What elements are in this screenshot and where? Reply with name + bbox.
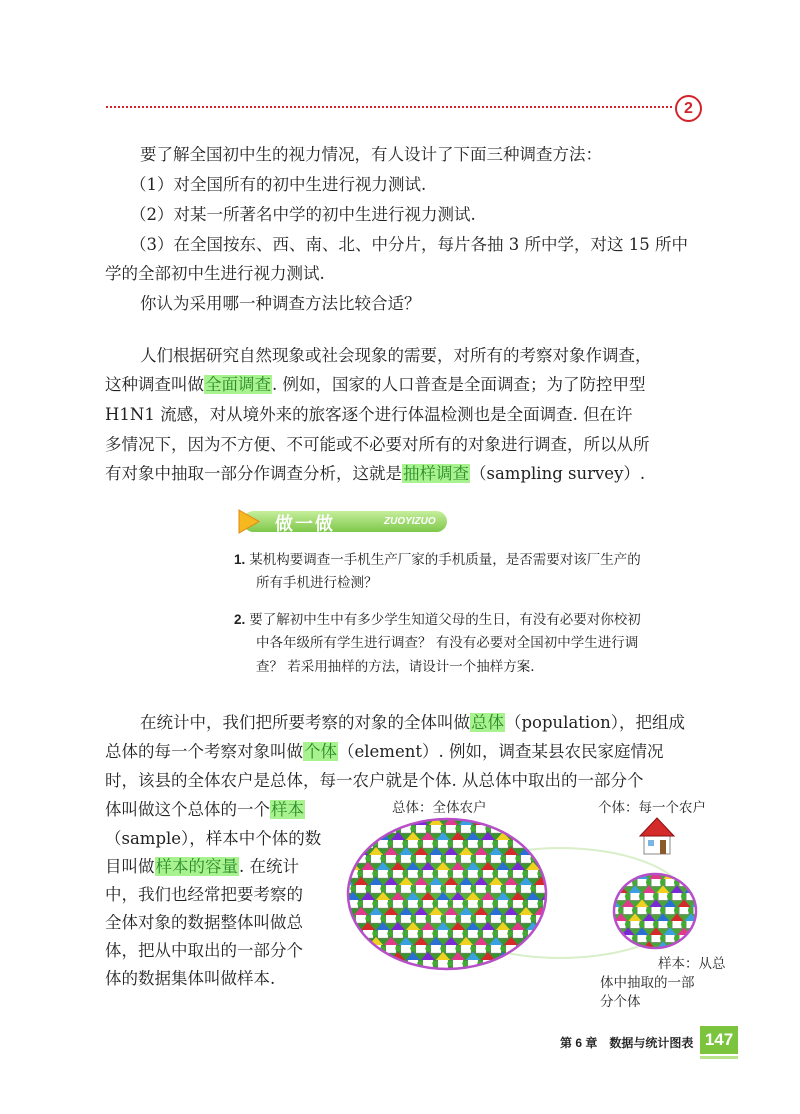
house-icon: [421, 952, 438, 968]
house-icon: [399, 817, 416, 833]
house-icon: [436, 922, 453, 938]
house-icon: [354, 817, 371, 833]
house-icon: [621, 899, 637, 914]
house-icon: [649, 871, 665, 886]
para-line: [105, 370, 646, 400]
house-icon: [511, 892, 528, 908]
house-icon: [369, 847, 386, 863]
section-number-badge: [675, 95, 702, 122]
house-icon: [466, 862, 483, 878]
house-icon: [496, 832, 513, 848]
house-icon: [354, 907, 371, 923]
house-icon: [444, 967, 461, 983]
text-run: . 在统计: [239, 857, 299, 876]
house-icon: [361, 832, 378, 848]
house-icon: [534, 847, 551, 863]
house-icon: [414, 817, 431, 833]
house-icon: [474, 907, 491, 923]
house-icon: [541, 862, 558, 878]
house-icon: [526, 862, 543, 878]
house-icon: [391, 922, 408, 938]
intro-line: 要了解全国初中生的视力情况，有人设计了下面三种调查方法：: [140, 145, 602, 164]
house-icon: [489, 967, 506, 983]
house-icon: [670, 885, 686, 900]
label-individual: 个体：每一个农户: [598, 800, 706, 816]
term-element: 个体: [304, 742, 337, 761]
house-icon: [354, 877, 371, 893]
house-icon: [429, 847, 446, 863]
house-icon: [534, 907, 551, 923]
house-icon: [384, 937, 401, 953]
house-icon: [421, 922, 438, 938]
house-icon: [376, 862, 393, 878]
house-icon: [642, 941, 658, 956]
house-icon: [459, 907, 476, 923]
term-sample-size: 样本的容量: [155, 857, 238, 876]
house-icon: [346, 832, 363, 848]
house-icon: [526, 832, 543, 848]
para-line: H1N1 流感，对从境外来的旅客逐个进行体温检测也是全面调查. 但在许: [105, 405, 633, 424]
house-icon: [621, 871, 637, 886]
house-icon: [414, 937, 431, 953]
house-icon: [481, 832, 498, 848]
house-icon: [406, 922, 423, 938]
para-line: [105, 852, 299, 882]
sample-houses: [607, 871, 714, 956]
house-icon: [526, 892, 543, 908]
term-full-survey: 全面调查: [205, 375, 271, 394]
task-text-cont: 查？ 若采用抽样的方法，请设计一个抽样方案.: [256, 659, 535, 675]
house-icon: [489, 877, 506, 893]
house-icon: [628, 885, 644, 900]
text-run: 有对象中抽取一部分作调查分析，这就是: [105, 464, 402, 483]
house-icon: [684, 913, 700, 928]
house-icon: [339, 967, 356, 983]
house-icon: [663, 871, 679, 886]
house-icon: [489, 847, 506, 863]
chapter-title: 第 6 章 数据与统计图表: [560, 1036, 694, 1050]
sample-outline: [614, 874, 696, 948]
house-icon: [451, 832, 468, 848]
house-icon: [466, 952, 483, 968]
task-item: [234, 548, 641, 572]
para-line: [105, 459, 645, 489]
house-icon: [496, 952, 513, 968]
house-icon: [656, 913, 672, 928]
house-icon: [526, 952, 543, 968]
house-icon: [519, 937, 536, 953]
house-icon: [459, 937, 476, 953]
house-icon: [534, 967, 551, 983]
house-icon: [369, 877, 386, 893]
house-icon: [663, 899, 679, 914]
house-icon: [346, 892, 363, 908]
house-icon: [391, 892, 408, 908]
label-sample-l2: 体中抽取的一部: [600, 975, 695, 991]
house-icon: [511, 832, 528, 848]
house-icon: [459, 877, 476, 893]
house-icon: [519, 967, 536, 983]
house-icon: [670, 913, 686, 928]
house-icon: [541, 832, 558, 848]
house-icon: [406, 952, 423, 968]
house-icon: [414, 907, 431, 923]
house-icon: [444, 907, 461, 923]
house-icon: [384, 817, 401, 833]
para-line: 人们根据研究自然现象或社会现象的需要，对所有的考察对象作调查，: [140, 346, 652, 365]
house-icon: [346, 952, 363, 968]
house-icon: [339, 817, 356, 833]
house-icon: [607, 899, 623, 914]
house-icon: [339, 937, 356, 953]
section-divider: [106, 106, 672, 108]
house-icon: [339, 847, 356, 863]
house-icon: [489, 937, 506, 953]
intro-line: 学的全部初中生进行视力测试.: [105, 264, 325, 283]
house-icon: [339, 907, 356, 923]
house-icon: [621, 927, 637, 942]
para-line: 全体对象的数据整体叫做总: [105, 913, 303, 932]
house-icon: [677, 927, 693, 942]
house-icon: [642, 885, 658, 900]
house-icon: [519, 907, 536, 923]
text-run: （element）. 例如，调查某县农民家庭情况: [338, 742, 664, 761]
intro-line: 你认为采用哪一种调查方法比较合适？: [140, 294, 421, 313]
house-icon: [628, 913, 644, 928]
house-icon: [406, 862, 423, 878]
house-icon: [436, 892, 453, 908]
house-icon: [642, 913, 658, 928]
house-icon: [541, 892, 558, 908]
para-line: 多情况下，因为不方便、不可能或不必要对所有的对象进行调查，所以从所: [105, 435, 650, 454]
house-icon: [677, 899, 693, 914]
house-icon: [391, 832, 408, 848]
para-line: （sample），样本中个体的数: [105, 829, 322, 848]
task-text: 某机构要调查一手机生产厂家的手机质量，是否需要对该厂生产的: [249, 552, 641, 568]
text-run: （sampling survey）.: [470, 464, 646, 483]
house-icon: [504, 907, 521, 923]
house-icon: [369, 937, 386, 953]
activity-pinyin: ZUOYIZUO: [384, 516, 436, 527]
house-icon: [361, 892, 378, 908]
house-icon: [640, 818, 674, 854]
para-line: 中，我们也经常把要考察的: [105, 885, 303, 904]
house-icon: [698, 913, 714, 928]
task-number: 1.: [234, 552, 246, 567]
house-icon: [481, 922, 498, 938]
house-icon: [481, 862, 498, 878]
house-icon: [459, 967, 476, 983]
house-icon: [459, 817, 476, 833]
house-icon: [614, 941, 630, 956]
house-icon: [519, 847, 536, 863]
house-icon: [677, 871, 693, 886]
house-icon: [474, 877, 491, 893]
house-icon: [614, 885, 630, 900]
house-icon: [451, 922, 468, 938]
activity-title: 做一做: [275, 514, 335, 534]
house-icon: [421, 892, 438, 908]
house-icon: [369, 817, 386, 833]
house-icon: [656, 885, 672, 900]
house-icon: [474, 847, 491, 863]
section-number: 2: [684, 99, 693, 117]
house-icon: [698, 885, 714, 900]
house-icon: [481, 952, 498, 968]
house-icon: [489, 817, 506, 833]
task-text: 要了解初中生中有多少学生知道父母的生日，有没有必要对你校初: [249, 612, 641, 628]
house-icon: [354, 847, 371, 863]
house-icon: [376, 892, 393, 908]
house-icon: [429, 907, 446, 923]
text-run: 在统计中，我们把所要考察的对象的全体叫做: [140, 713, 470, 732]
house-icon: [444, 817, 461, 833]
intro-line: （2）对某一所著名中学的初中生进行视力测试.: [130, 205, 476, 224]
house-icon: [444, 877, 461, 893]
house-icon: [691, 871, 707, 886]
house-icon: [451, 892, 468, 908]
house-icon: [376, 832, 393, 848]
task-text-cont: 所有手机进行检测？: [256, 575, 378, 591]
house-icon: [414, 847, 431, 863]
label-sample-l3: 分个体: [600, 994, 641, 1010]
house-icon: [684, 885, 700, 900]
house-icon: [534, 937, 551, 953]
house-icon: [649, 899, 665, 914]
house-icon: [399, 967, 416, 983]
house-icon: [607, 871, 623, 886]
intro-line: （1）对全国所有的初中生进行视力测试.: [130, 175, 427, 194]
intro-line: （3）在全国按东、西、南、北、中分片，每片各抽 3 所中学，对这 15 所中: [130, 235, 688, 254]
para-line: [105, 795, 305, 825]
house-icon: [399, 877, 416, 893]
house-icon: [399, 937, 416, 953]
house-icon: [369, 967, 386, 983]
house-icon: [511, 862, 528, 878]
house-icon: [399, 907, 416, 923]
house-icon: [429, 877, 446, 893]
connector-ring: [432, 848, 688, 958]
label-sample-l1: 样本：从总: [658, 956, 726, 972]
house-icon: [628, 941, 644, 956]
house-icon: [391, 952, 408, 968]
house-icon: [496, 922, 513, 938]
house-icon: [406, 892, 423, 908]
house-icon: [541, 952, 558, 968]
house-icon: [421, 832, 438, 848]
house-icon: [489, 907, 506, 923]
term-population: 总体: [471, 713, 504, 732]
house-icon: [361, 862, 378, 878]
page-number-stripe: [700, 1056, 738, 1059]
house-icon: [451, 862, 468, 878]
house-icon: [496, 862, 513, 878]
house-icon: [391, 862, 408, 878]
house-icon: [436, 832, 453, 848]
house-icon: [466, 832, 483, 848]
house-icon: [429, 817, 446, 833]
house-icon: [384, 877, 401, 893]
house-icon: [504, 877, 521, 893]
population-houses: [339, 817, 558, 983]
house-icon: [649, 927, 665, 942]
house-icon: [504, 967, 521, 983]
house-icon: [511, 952, 528, 968]
population-outline: [348, 819, 546, 969]
house-icon: [436, 862, 453, 878]
para-line: [140, 708, 685, 738]
house-icon: [429, 937, 446, 953]
house-icon: [496, 892, 513, 908]
house-icon: [346, 922, 363, 938]
house-icon: [519, 877, 536, 893]
house-icon: [635, 899, 651, 914]
population-ellipse: [348, 819, 546, 969]
house-icon: [511, 922, 528, 938]
house-icon: [444, 847, 461, 863]
task-number: 2.: [234, 612, 246, 627]
para-line: 体的数据集体叫做样本.: [105, 969, 276, 988]
house-icon: [481, 892, 498, 908]
text-run: 体叫做这个总体的一个: [105, 800, 270, 819]
house-icon: [354, 937, 371, 953]
house-icon: [354, 967, 371, 983]
label-population: 总体：全体农户: [392, 800, 487, 816]
house-icon: [414, 877, 431, 893]
text-run: （population），把组成: [505, 713, 686, 732]
house-icon: [519, 817, 536, 833]
house-icon: [399, 847, 416, 863]
house-icon: [361, 952, 378, 968]
activity-banner: [237, 508, 449, 535]
term-sample: 样本: [271, 800, 304, 819]
page-number: 147: [704, 1030, 734, 1049]
house-icon: [376, 922, 393, 938]
house-icon: [534, 817, 551, 833]
task-text-cont: 中各年级所有学生进行调查？ 有没有必要对全国初中学生进行调: [256, 635, 639, 651]
house-icon: [541, 922, 558, 938]
house-icon: [635, 927, 651, 942]
para-line: 时，该县的全体农户是总体，每一农户就是个体. 从总体中取出的一部分个: [105, 771, 644, 790]
house-icon: [504, 937, 521, 953]
house-icon: [414, 967, 431, 983]
house-icon: [526, 922, 543, 938]
para-line: 体，把从中取出的一部分个: [105, 941, 303, 960]
house-icon: [466, 892, 483, 908]
sample-ellipse: [614, 874, 696, 948]
house-icon: [421, 862, 438, 878]
page-number-badge: [700, 1026, 738, 1054]
house-icon: [534, 877, 551, 893]
house-icon: [384, 907, 401, 923]
house-icon: [429, 967, 446, 983]
house-icon: [614, 913, 630, 928]
task-item: [234, 608, 641, 632]
house-icon: [369, 907, 386, 923]
house-icon: [691, 927, 707, 942]
house-icon: [376, 952, 393, 968]
house-icon: [346, 862, 363, 878]
para-line: [105, 737, 663, 767]
house-icon: [504, 817, 521, 833]
term-sampling-survey: 抽样调查: [403, 464, 469, 483]
house-icon: [459, 847, 476, 863]
house-icon: [384, 967, 401, 983]
house-icon: [406, 832, 423, 848]
house-icon: [444, 937, 461, 953]
house-icon: [339, 877, 356, 893]
house-icon: [663, 927, 679, 942]
text-run: 目叫做: [105, 857, 155, 876]
house-icon: [451, 952, 468, 968]
house-icon: [474, 937, 491, 953]
house-icon: [466, 922, 483, 938]
house-icon: [635, 871, 651, 886]
house-icon: [474, 967, 491, 983]
text-run: 总体的每一个考察对象叫做: [105, 742, 303, 761]
text-run: . 例如，国家的人口普查是全面调查；为了防控甲型: [272, 375, 646, 394]
house-icon: [361, 922, 378, 938]
house-icon: [384, 847, 401, 863]
house-icon: [691, 899, 707, 914]
text-run: 这种调查叫做: [105, 375, 204, 394]
house-icon: [474, 817, 491, 833]
house-icon: [504, 847, 521, 863]
house-icon: [607, 927, 623, 942]
house-icon: [436, 952, 453, 968]
